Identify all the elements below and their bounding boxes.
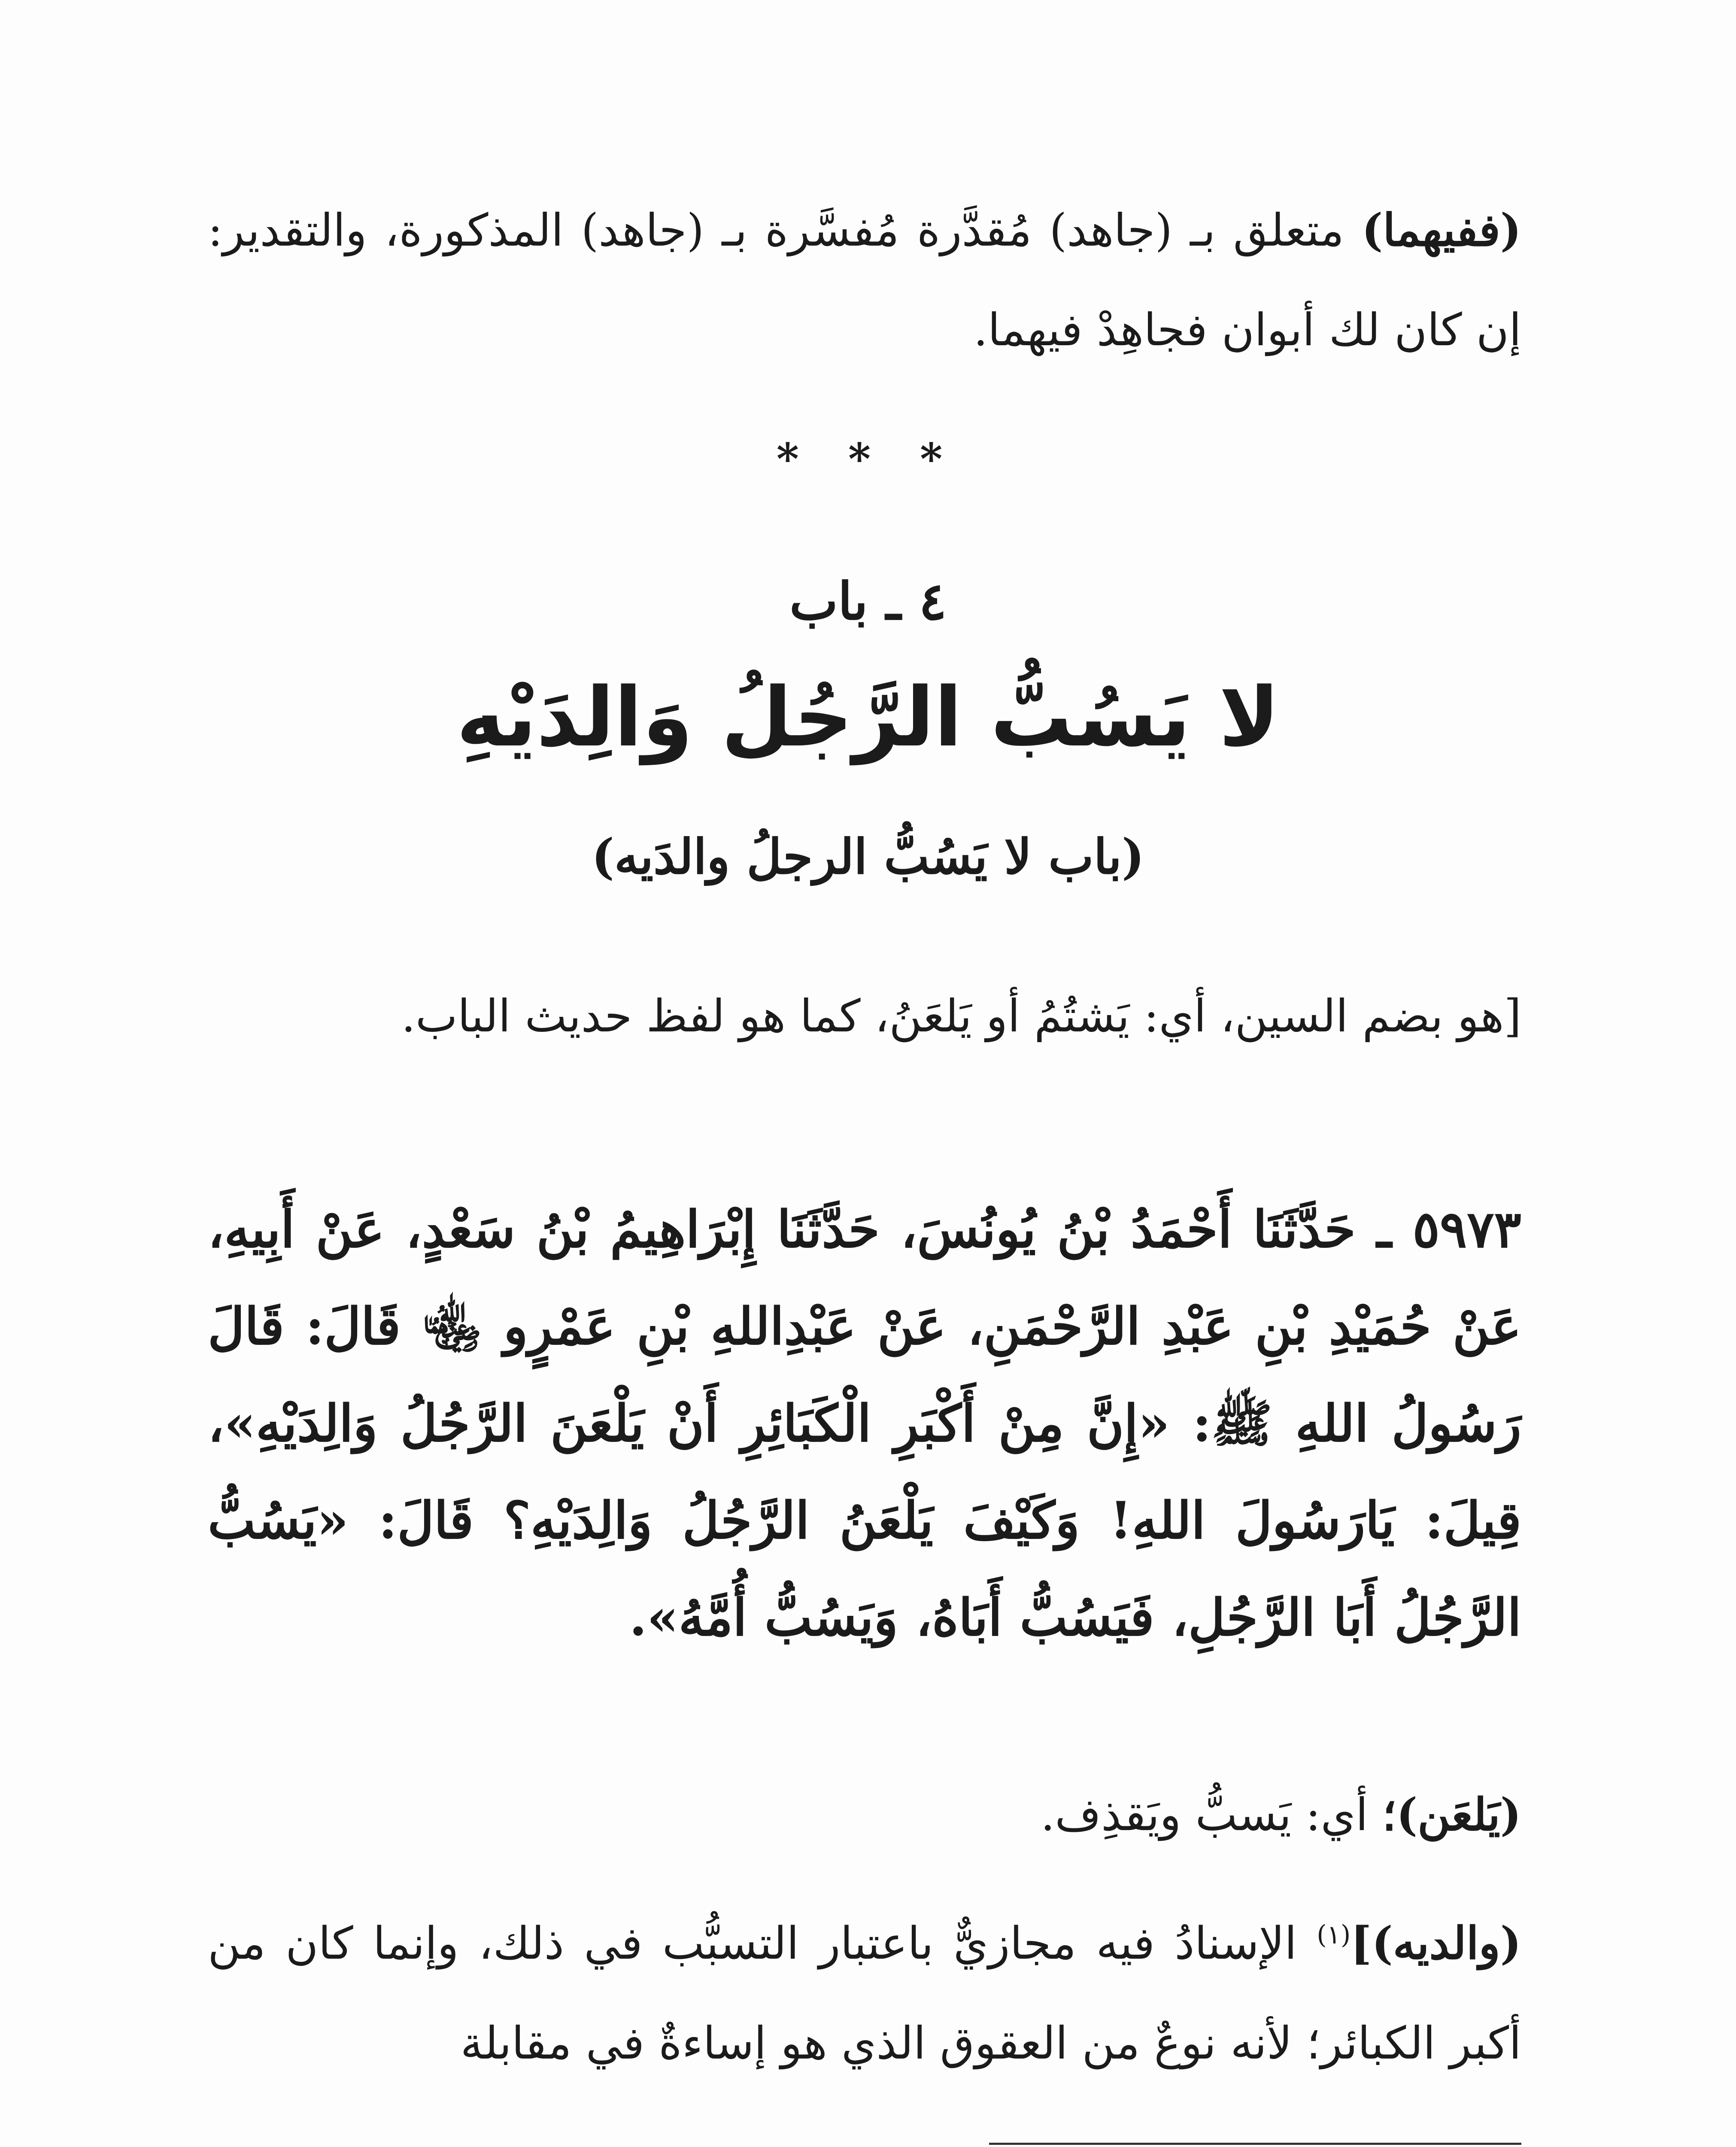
paragraph-lead: (ففيهما) — [1362, 204, 1521, 256]
paragraph-lead: (يَلعَن)؛ — [1382, 1788, 1521, 1841]
paragraph-fafihima — [208, 180, 1521, 380]
paragraph-walidayh — [208, 1885, 1521, 2093]
paragraph-text: متعلق بـ (جاهد) مُقدَّرة مُفسَّرة بـ (جاهد) المذكورة، والتقدير: إن كان لك أبوان فجاهِدْ فيهما. — [208, 204, 1521, 356]
section-separator: * * * — [776, 434, 960, 484]
footnote-reference: (١) — [1317, 1920, 1351, 1950]
hadith-block — [208, 1181, 1521, 1666]
paragraph-lead: (والديه)] — [1351, 1916, 1522, 1970]
footnote-divider — [989, 2143, 1521, 2145]
chapter-title: لا يَسُبُّ الرَّجُلُ وَالِدَيْهِ — [456, 670, 1280, 765]
paragraph-text: [هو بضم السين، أي: يَشتُمُ أو يَلعَنُ، كما هو لفظ حديث الباب. — [401, 990, 1521, 1042]
paragraph-text: أي: يَسبُّ ويَقذِف. — [1041, 1788, 1368, 1841]
paragraph-text: الإسنادُ فيه مجازيٌّ باعتبار التسبُّب في ذلك، وإنما كان من أكبر الكبائر؛ لأنه نوعٌ من العقوق الذي هو إساءةٌ في مقابلة — [208, 1917, 1521, 2069]
chapter-number: ٤ ـ باب — [789, 571, 947, 632]
chapter-subtitle: (باب لا يَسُبُّ الرجلُ والدَيه) — [591, 829, 1145, 885]
paragraph-yalan — [208, 1765, 1521, 1864]
paragraph-explanation — [208, 966, 1521, 1066]
hadith-text: ٥٩٧٣ ـ حَدَّثَنَا أَحْمَدُ بْنُ يُونُسَ، حَدَّثَنَا إِبْرَاهِيمُ بْنُ سَعْدٍ، عَنْ أَبِيهِ، عَنْ حُمَيْدِ بْنِ عَبْدِ الرَّحْمَنِ، عَنْ عَبْدِاللهِ بْنِ عَمْرٍو ﵄ قَالَ: قَالَ رَسُولُ اللهِ ﷺ: «إِنَّ مِنْ أَكْبَرِ الْكَبَائِرِ أَنْ يَلْعَنَ الرَّجُلُ وَالِدَيْهِ»، قِيلَ: يَارَسُولَ اللهِ! وَكَيْفَ يَلْعَنُ الرَّجُلُ وَالِدَيْهِ؟ قَالَ: «يَسُبُّ الرَّجُلُ أَبَا الرَّجُلِ، فَيَسُبُّ أَبَاهُ، وَيَسُبُّ أُمَّهُ». — [208, 1199, 1521, 1647]
